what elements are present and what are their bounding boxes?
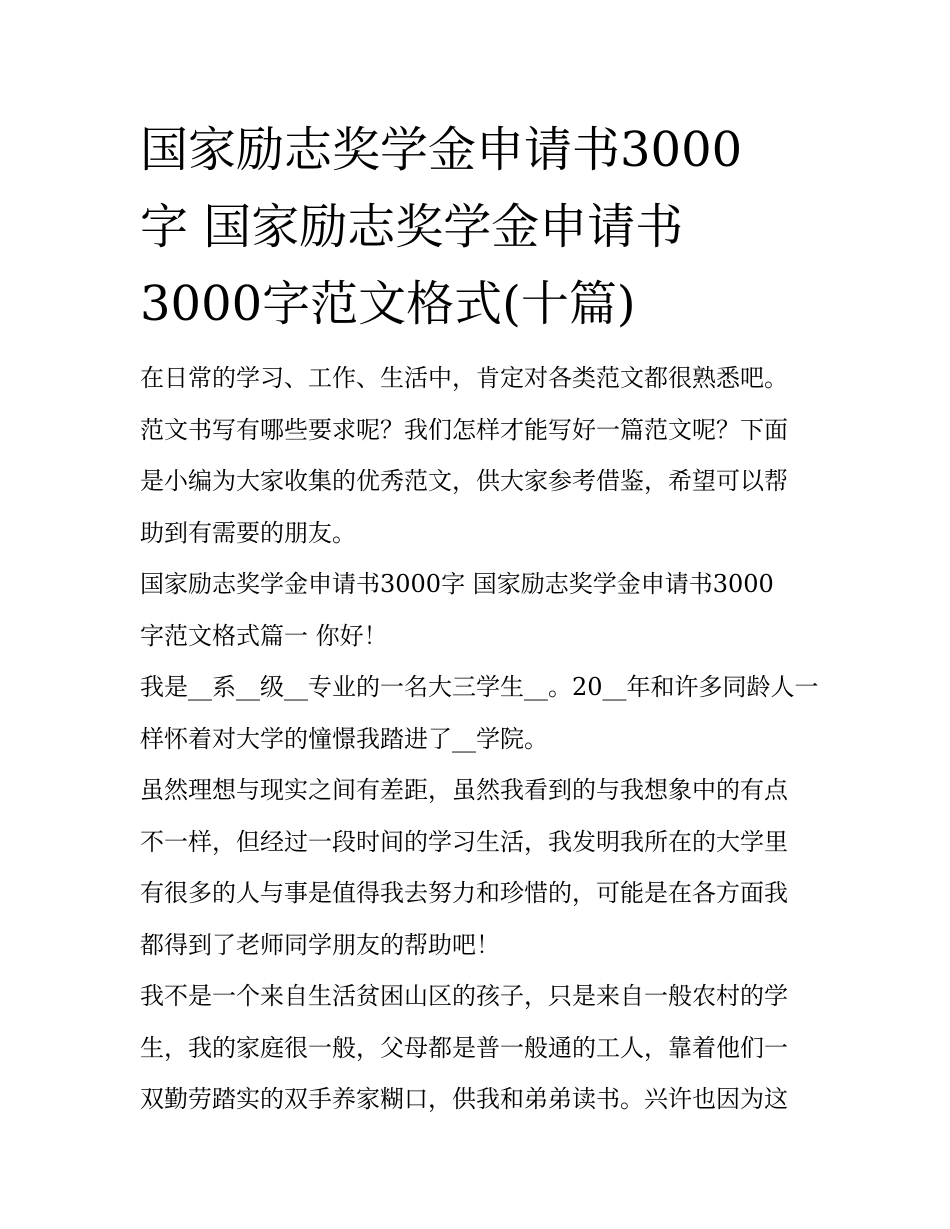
- body-line: 不一样，但经过一段时间的学习生活，我发明我所在的大学里: [140, 827, 788, 856]
- body-line: 双勤劳踏实的双手养家糊口，供我和弟弟读书。兴许也因为这: [140, 1085, 788, 1113]
- title-line-2: 字 国家励志奖学金申请书: [140, 199, 684, 255]
- title-line-3: 3000字范文格式(十篇): [140, 276, 636, 332]
- body-line: 生，我的家庭很一般，父母都是普一般通的工人，靠着他们一: [140, 1033, 788, 1062]
- body-line: 国家励志奖学金申请书3000字 国家励志奖学金申请书3000: [140, 570, 774, 598]
- body-line: 范文书写有哪些要求呢？我们怎样才能写好一篇范文呢？下面: [140, 415, 788, 444]
- body-line: 我是__系__级__专业的一名大三学生__。20__年和许多同龄人一: [140, 673, 819, 701]
- body-line: 在日常的学习、工作、生活中，肯定对各类范文都很熟悉吧。: [140, 364, 788, 392]
- body-line: 助到有需要的朋友。: [140, 518, 356, 547]
- body-line: 我不是一个来自生活贫困山区的孩子，只是来自一般农村的学: [140, 982, 788, 1010]
- title-line-1: 国家励志奖学金申请书3000: [140, 122, 743, 178]
- body-line: 是小编为大家收集的优秀范文，供大家参考借鉴，希望可以帮: [140, 467, 788, 495]
- body-line: 样怀着对大学的憧憬我踏进了__学院。: [140, 724, 548, 753]
- body-line: 虽然理想与现实之间有差距，虽然我看到的与我想象中的有点: [140, 776, 788, 804]
- body-line: 字范文格式篇一 你好！: [140, 621, 388, 650]
- body-line: 都得到了老师同学朋友的帮助吧！: [140, 930, 500, 959]
- document-title: [140, 112, 820, 343]
- body-line: 有很多的人与事是值得我去努力和珍惜的，可能是在各方面我: [140, 879, 788, 907]
- document-body: [140, 353, 820, 1126]
